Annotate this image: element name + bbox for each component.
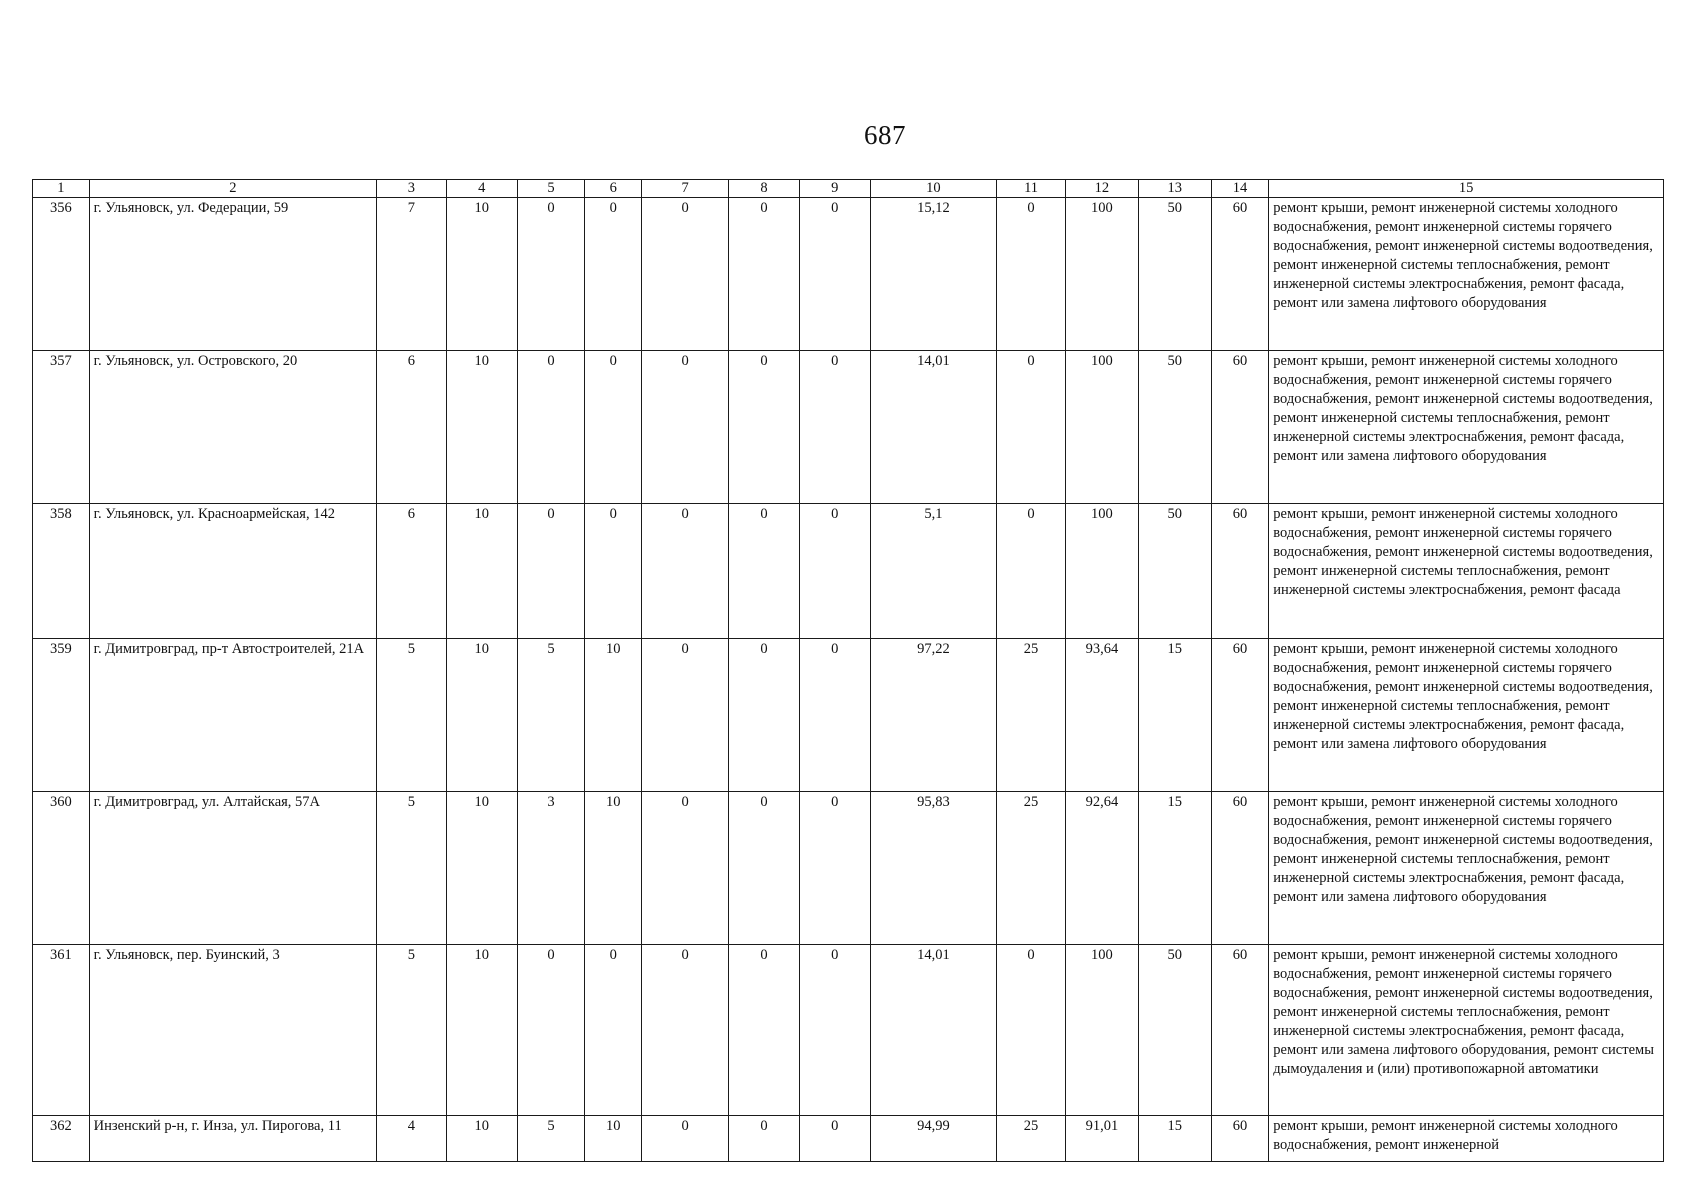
value-cell: 60: [1211, 504, 1269, 639]
table-row: [33, 1116, 1664, 1162]
value-cell: 0: [729, 504, 800, 639]
header-cell: 15: [1269, 180, 1664, 198]
value-cell: 5,1: [870, 504, 996, 639]
value-cell: 5: [377, 945, 447, 1116]
value-cell: 25: [997, 792, 1066, 945]
header-cell: 10: [870, 180, 996, 198]
value-cell: 0: [729, 639, 800, 792]
address-cell: г. Ульяновск, ул. Федерации, 59: [89, 198, 376, 351]
value-cell: 50: [1138, 351, 1211, 504]
value-cell: 50: [1138, 945, 1211, 1116]
table-row: [33, 351, 1664, 504]
value-cell: 94,99: [870, 1116, 996, 1162]
value-cell: 0: [799, 945, 870, 1116]
value-cell: 97,22: [870, 639, 996, 792]
value-cell: 0: [997, 504, 1066, 639]
table-row: [33, 792, 1664, 945]
row-number: 362: [33, 1116, 90, 1162]
value-cell: 5: [517, 639, 585, 792]
value-cell: 60: [1211, 639, 1269, 792]
value-cell: 0: [729, 198, 800, 351]
value-cell: 0: [517, 351, 585, 504]
works-cell: ремонт крыши, ремонт инженерной системы холодного водоснабжения, ремонт инженерной системы горячего водоснабжения, ремонт инженерной системы водоотведения, ремонт инженерной системы теплоснабжения, ремонт инженерной системы электроснабжения, ремонт фасада, ремонт или замена лифтового оборудования: [1269, 792, 1664, 945]
value-cell: 50: [1138, 504, 1211, 639]
value-cell: 0: [729, 1116, 800, 1162]
value-cell: 10: [446, 198, 517, 351]
works-cell: ремонт крыши, ремонт инженерной системы холодного водоснабжения, ремонт инженерной системы горячего водоснабжения, ремонт инженерной системы водоотведения, ремонт инженерной системы теплоснабжения, ремонт инженерной системы электроснабжения, ремонт фасада, ремонт или замена лифтового оборудования: [1269, 198, 1664, 351]
header-cell: 5: [517, 180, 585, 198]
page-number: 687: [864, 120, 906, 150]
value-cell: 0: [799, 504, 870, 639]
row-number: 357: [33, 351, 90, 504]
value-cell: 60: [1211, 198, 1269, 351]
value-cell: 10: [446, 639, 517, 792]
value-cell: 0: [799, 639, 870, 792]
header-cell: 3: [377, 180, 447, 198]
row-number: 356: [33, 198, 90, 351]
value-cell: 93,64: [1065, 639, 1138, 792]
value-cell: 0: [517, 504, 585, 639]
value-cell: 0: [585, 945, 642, 1116]
header-cell: 7: [642, 180, 729, 198]
data-table: [32, 179, 1664, 1162]
value-cell: 60: [1211, 351, 1269, 504]
header-cell: 2: [89, 180, 376, 198]
value-cell: 100: [1065, 198, 1138, 351]
value-cell: 10: [446, 945, 517, 1116]
header-cell: 13: [1138, 180, 1211, 198]
works-cell: ремонт крыши, ремонт инженерной системы холодного водоснабжения, ремонт инженерной системы горячего водоснабжения, ремонт инженерной системы водоотведения, ремонт инженерной системы теплоснабжения, ремонт инженерной системы электроснабжения, ремонт фасада: [1269, 504, 1664, 639]
value-cell: 25: [997, 1116, 1066, 1162]
address-cell: г. Ульяновск, ул. Островского, 20: [89, 351, 376, 504]
value-cell: 14,01: [870, 945, 996, 1116]
header-cell: 8: [729, 180, 800, 198]
value-cell: 10: [446, 1116, 517, 1162]
address-cell: г. Димитровград, ул. Алтайская, 57А: [89, 792, 376, 945]
address-cell: г. Ульяновск, ул. Красноармейская, 142: [89, 504, 376, 639]
value-cell: 0: [997, 198, 1066, 351]
value-cell: 14,01: [870, 351, 996, 504]
value-cell: 15: [1138, 792, 1211, 945]
value-cell: 10: [585, 1116, 642, 1162]
value-cell: 95,83: [870, 792, 996, 945]
table-row: [33, 504, 1664, 639]
table-row: [33, 639, 1664, 792]
header-cell: 6: [585, 180, 642, 198]
value-cell: 0: [729, 945, 800, 1116]
works-cell: ремонт крыши, ремонт инженерной системы холодного водоснабжения, ремонт инженерной системы горячего водоснабжения, ремонт инженерной системы водоотведения, ремонт инженерной системы теплоснабжения, ремонт инженерной системы электроснабжения, ремонт фасада, ремонт или замена лифтового оборудования: [1269, 639, 1664, 792]
value-cell: 10: [446, 792, 517, 945]
header-cell: 12: [1065, 180, 1138, 198]
table-row: [33, 945, 1664, 1116]
works-cell: ремонт крыши, ремонт инженерной системы холодного водоснабжения, ремонт инженерной системы горячего водоснабжения, ремонт инженерной системы водоотведения, ремонт инженерной системы теплоснабжения, ремонт инженерной системы электроснабжения, ремонт фасада, ремонт или замена лифтового оборудования: [1269, 351, 1664, 504]
works-cell: ремонт крыши, ремонт инженерной системы холодного водоснабжения, ремонт инженерной системы горячего водоснабжения, ремонт инженерной системы водоотведения, ремонт инженерной системы теплоснабжения, ремонт инженерной системы электроснабжения, ремонт фасада, ремонт или замена лифтового оборудования, ремонт системы дымоудаления и (или) противопожарной автоматики: [1269, 945, 1664, 1116]
works-cell: ремонт крыши, ремонт инженерной системы холодного водоснабжения, ремонт инженерной: [1269, 1116, 1664, 1162]
value-cell: 92,64: [1065, 792, 1138, 945]
address-cell: г. Ульяновск, пер. Буинский, 3: [89, 945, 376, 1116]
value-cell: 10: [585, 639, 642, 792]
address-cell: Инзенский р-н, г. Инза, ул. Пирогова, 11: [89, 1116, 376, 1162]
value-cell: 0: [997, 945, 1066, 1116]
value-cell: 15: [1138, 1116, 1211, 1162]
value-cell: 91,01: [1065, 1116, 1138, 1162]
header-cell: 11: [997, 180, 1066, 198]
value-cell: 100: [1065, 945, 1138, 1116]
value-cell: 10: [446, 351, 517, 504]
value-cell: 0: [799, 198, 870, 351]
value-cell: 15: [1138, 639, 1211, 792]
value-cell: 0: [729, 792, 800, 945]
header-cell: 1: [33, 180, 90, 198]
value-cell: 0: [585, 504, 642, 639]
value-cell: 6: [377, 351, 447, 504]
value-cell: 50: [1138, 198, 1211, 351]
value-cell: 0: [585, 351, 642, 504]
value-cell: 0: [799, 792, 870, 945]
value-cell: 4: [377, 1116, 447, 1162]
value-cell: 5: [517, 1116, 585, 1162]
value-cell: 0: [997, 351, 1066, 504]
value-cell: 0: [799, 351, 870, 504]
row-number: 358: [33, 504, 90, 639]
value-cell: 0: [729, 351, 800, 504]
value-cell: 60: [1211, 1116, 1269, 1162]
value-cell: 0: [642, 639, 729, 792]
value-cell: 25: [997, 639, 1066, 792]
value-cell: 7: [377, 198, 447, 351]
value-cell: 0: [642, 945, 729, 1116]
value-cell: 6: [377, 504, 447, 639]
value-cell: 0: [642, 198, 729, 351]
value-cell: 0: [642, 351, 729, 504]
value-cell: 60: [1211, 792, 1269, 945]
address-cell: г. Димитровград, пр-т Автостроителей, 21А: [89, 639, 376, 792]
value-cell: 0: [799, 1116, 870, 1162]
row-number: 359: [33, 639, 90, 792]
value-cell: 0: [642, 792, 729, 945]
header-cell: 9: [799, 180, 870, 198]
value-cell: 0: [642, 1116, 729, 1162]
value-cell: 10: [446, 504, 517, 639]
value-cell: 0: [517, 945, 585, 1116]
value-cell: 0: [642, 504, 729, 639]
table-row: [33, 198, 1664, 351]
table-body: [33, 180, 1664, 1162]
header-cell: 14: [1211, 180, 1269, 198]
value-cell: 15,12: [870, 198, 996, 351]
value-cell: 0: [585, 198, 642, 351]
value-cell: 5: [377, 792, 447, 945]
value-cell: 10: [585, 792, 642, 945]
value-cell: 100: [1065, 351, 1138, 504]
value-cell: 0: [517, 198, 585, 351]
value-cell: 60: [1211, 945, 1269, 1116]
row-number: 360: [33, 792, 90, 945]
value-cell: 100: [1065, 504, 1138, 639]
value-cell: 3: [517, 792, 585, 945]
header-cell: 4: [446, 180, 517, 198]
row-number: 361: [33, 945, 90, 1116]
value-cell: 5: [377, 639, 447, 792]
header-row: [33, 180, 1664, 198]
